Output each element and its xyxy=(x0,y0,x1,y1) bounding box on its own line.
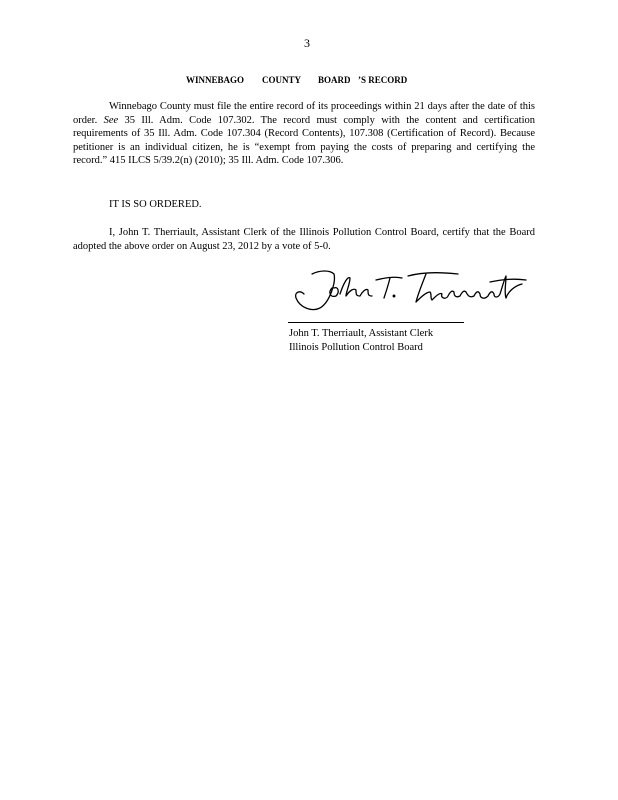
section-heading xyxy=(186,75,432,85)
certification-text: I, John T. Therriault, Assistant Clerk of the Illinois Pollution Control Board, certify that the Board adopted the above order on August 23, 2012 by a vote of 5-0. xyxy=(73,227,535,252)
heading-word-board: BOARD xyxy=(318,75,351,85)
signature-line xyxy=(288,322,464,323)
signer-name-title: John T. Therriault, Assistant Clerk xyxy=(289,328,434,339)
so-ordered-text: IT IS SO ORDERED. xyxy=(109,199,202,210)
page-number: 3 xyxy=(304,36,310,50)
handwritten-signature xyxy=(290,262,535,322)
so-ordered-paragraph xyxy=(73,198,535,212)
record-filing-text-b: 35 Ill. Adm. Code 107.302. The record must comply with the content and certification requirements of 35 Ill. Adm. Code 107.304 (Record Contents), 107.308 (Certification of Record). Because petitioner is an individual citizen, he is “exempt from paying the costs of preparing and certifying the record.” 415 ILCS 5/39.2(n) (2010); 35 Ill. Adm. Code 107.306. xyxy=(73,114,535,167)
heading-word-county: COUNTY xyxy=(262,75,302,85)
see-citation-signal: See xyxy=(103,114,119,126)
signature-graphic xyxy=(290,262,530,322)
signer-organization: Illinois Pollution Control Board xyxy=(289,342,423,353)
record-filing-text-a: Winnebago County must file the entire record of its proceedings within 21 days after the date of this order. xyxy=(73,101,535,126)
record-filing-paragraph xyxy=(73,100,535,168)
certification-paragraph xyxy=(73,226,535,253)
heading-word-record: ’S RECORD xyxy=(358,75,408,85)
heading-word-winnebago: WINNEBAGO xyxy=(186,75,245,85)
